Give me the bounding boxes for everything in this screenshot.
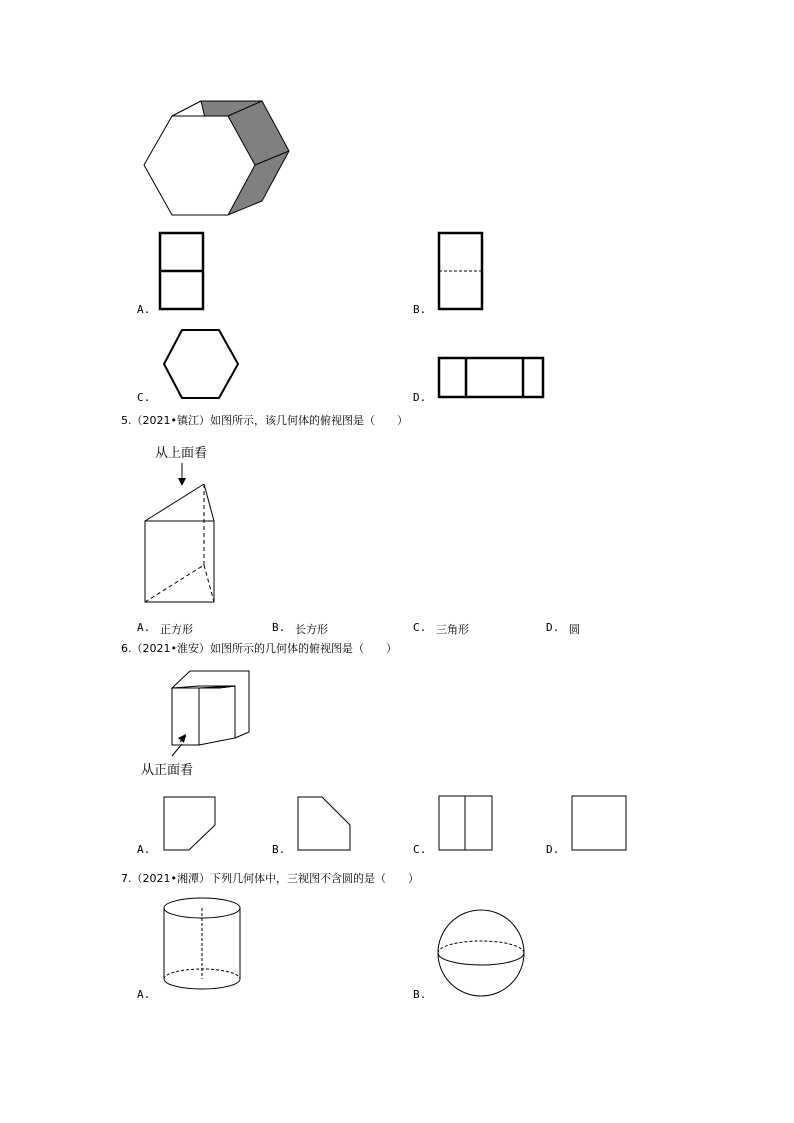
q5-option-c-label[interactable]: C. [413,621,427,634]
q6-option-c-label[interactable]: C. [413,843,427,856]
q7-option-b-label[interactable]: B. [413,988,427,1001]
q6-view-caption: 从正面看 [141,763,194,778]
q4-option-a-label[interactable]: A. [137,303,151,316]
q4-option-c-label[interactable]: C. [137,391,151,404]
q5-stem: 5.（2021•镇江）如图所示，该几何体的俯视图是（ ） [121,414,408,427]
q6-option-b-label[interactable]: B. [272,843,286,856]
q7-stem: 7.（2021•湘潭）下列几何体中，三视图不含圆的是（ ） [121,872,419,885]
q4-option-b-label[interactable]: B. [413,303,427,316]
q4-option-d-label[interactable]: D. [413,391,427,404]
q7-option-a-label[interactable]: A. [137,988,151,1001]
q5-option-c-text: 三角形 [436,623,469,636]
q6-stem: 6.（2021•淮安）如图所示的几何体的俯视图是（ ） [121,642,397,655]
q5-option-b-text: 长方形 [295,623,328,636]
q6-option-d-label[interactable]: D. [546,843,560,856]
q5-option-b-label[interactable]: B. [272,621,286,634]
q5-option-a-label[interactable]: A. [137,621,151,634]
q5-option-d-label[interactable]: D. [546,621,560,634]
q5-option-d-text: 圆 [569,623,580,636]
q5-option-a-text: 正方形 [160,623,193,636]
q6-option-a-label[interactable]: A. [137,843,151,856]
q5-view-caption: 从上面看 [155,446,208,461]
